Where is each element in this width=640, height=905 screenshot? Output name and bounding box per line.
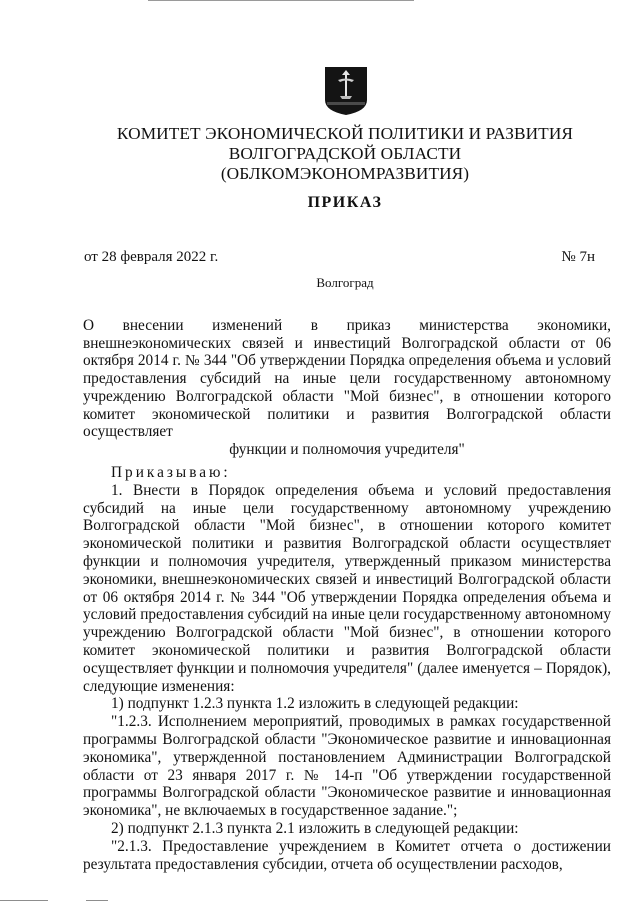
subject-main: О внесении изменений в приказ министерства экономики, внешнеэкономических связей и инвестиций Волгоградской области от 06 октября 2014 г. № 344 "Об утверждении Порядка определения объема и условий предоставления субсидий на иные цели государственному автономному учреждению Волгоградской области "Мой бизнес", в отношении которого комитет экономической политики и развития Волгоградской области осуществляет bbox=[83, 317, 611, 441]
body-paragraph: 2) подпункт 2.1.3 пункта 2.1 изложить в следующей редакции: bbox=[111, 819, 519, 837]
document-number: № 7н bbox=[561, 249, 595, 265]
document-city: Волгоград bbox=[316, 275, 374, 290]
body-paragraph: 1) подпункт 1.2.3 пункта 1.2 изложить в следующей редакции: bbox=[111, 695, 519, 713]
issuer-header bbox=[90, 124, 600, 184]
scan-artifact-bottom bbox=[0, 895, 640, 905]
document-body bbox=[83, 464, 611, 873]
header-line: КОМИТЕТ ЭКОНОМИЧЕСКОЙ ПОЛИТИКИ И РАЗВИТИЯ bbox=[116, 124, 574, 143]
scan-artifact-line bbox=[148, 0, 414, 1]
volgograd-emblem-icon bbox=[324, 66, 368, 116]
document-subject bbox=[83, 317, 611, 459]
body-paragraph: "1.2.3. Исполнением мероприятий, проводимых в рамках государственной программы Волгоградской области "Экономическое развитие и инновационная экономика", утвержденной постановлением Администрации Волгоградской области от 23 января 2017 г. № 14-п "Об утверждении государственной программы Волгоградской области "Экономическое развитие и инновационная экономика", не включаемых в государственное задание."; bbox=[83, 713, 611, 820]
header-line: (ОБЛКОМЭКОНОМРАЗВИТИЯ) bbox=[220, 164, 470, 183]
document-date: от 28 февраля 2022 г. bbox=[84, 249, 219, 265]
body-paragraph: "2.1.3. Предоставление учреждением в Комитет отчета о достижении результата предоставления субсидии, отчета об осуществлении расходов, bbox=[83, 837, 611, 873]
header-line: ВОЛГОГРАДСКОЙ ОБЛАСТИ bbox=[228, 144, 462, 163]
document-title: ПРИКАЗ bbox=[307, 194, 383, 211]
order-word: Приказываю: bbox=[111, 464, 231, 481]
subject-last-line: функции и полномочия учредителя" bbox=[229, 440, 465, 458]
body-paragraph: 1. Внести в Порядок определения объема и условий предоставления субсидий на иные цели государственному автономному учреждению Волгоградской области "Мой бизнес", в отношении которого комитет экономической политики и развития Волгоградской области осуществляет функции и полномочия учредителя, утвержденный приказом министерства экономики, внешнеэкономических связей и инвестиций Волгоградской области от 06 октября 2014 г. № 344 "Об утверждении Порядка определения объема и условий предоставления субсидий на иные цели государственному автономному учреждению Волгоградской области "Мой бизнес", в отношении которого комитет экономической политики и развития Волгоградской области осуществляет функции и полномочия учредителя" (далее именуется – Порядок), следующие изменения: bbox=[83, 481, 611, 695]
